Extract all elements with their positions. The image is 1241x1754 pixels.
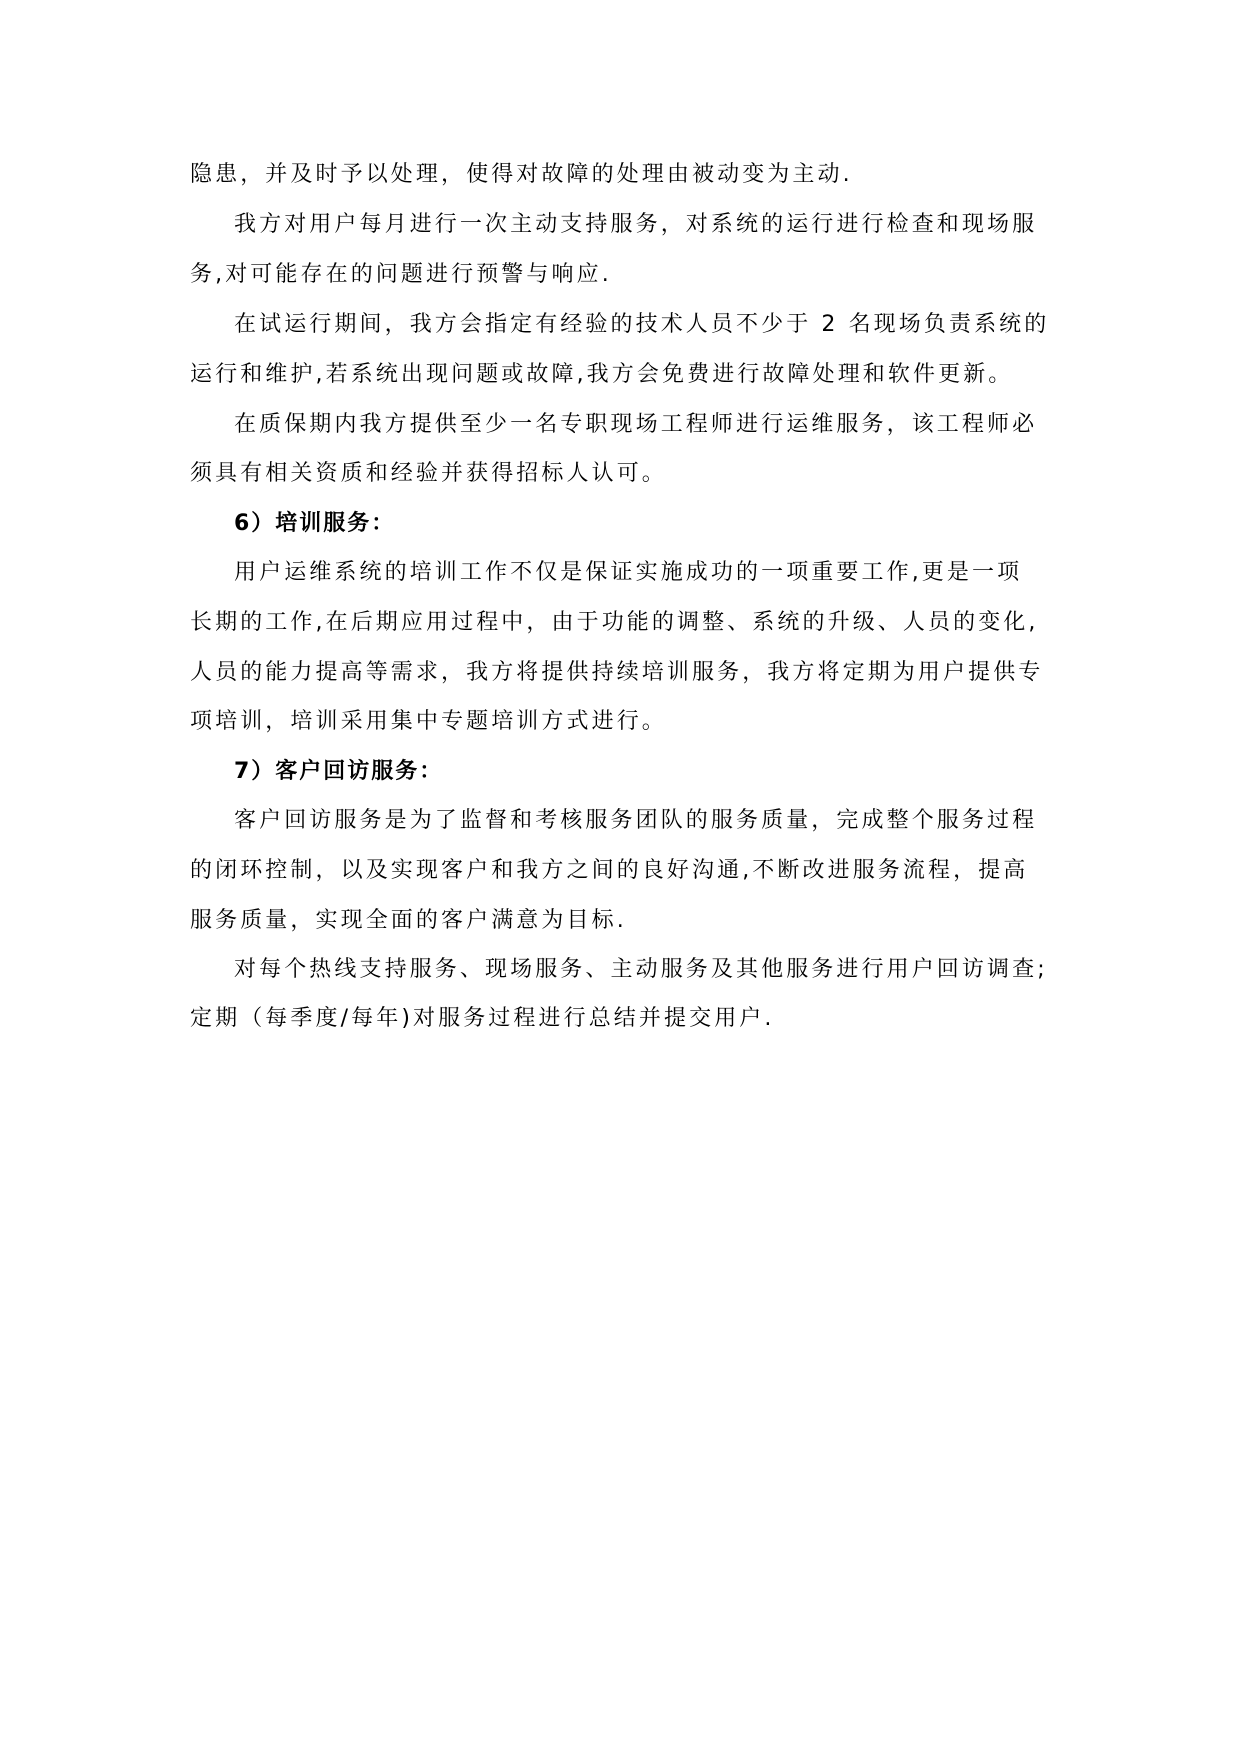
paragraph-line: 隐患，并及时予以处理，使得对故障的处理由被动变为主动. — [190, 162, 853, 187]
paragraph-line: 的闭环控制，以及实现客户和我方之间的良好沟通,不断改进服务流程，提高 — [190, 858, 1029, 883]
paragraph-line: 人员的能力提高等需求，我方将提供持续培训服务，我方将定期为用户提供专 — [190, 660, 1044, 685]
paragraph-line: 客户回访服务是为了监督和考核服务团队的服务质量，完成整个服务过程 — [234, 808, 1038, 833]
paragraph-line: 我方对用户每月进行一次主动支持服务，对系统的运行进行检查和现场服 — [234, 212, 1038, 237]
paragraph-line: 长期的工作,在后期应用过程中，由于功能的调整、系统的升级、人员的变化, — [190, 610, 1039, 635]
paragraph-line: 在质保期内我方提供至少一名专职现场工程师进行运维服务，该工程师必 — [234, 412, 1038, 437]
paragraph-line: 服务质量，实现全面的客户满意为目标. — [190, 908, 627, 933]
paragraph-line: 对每个热线支持服务、现场服务、主动服务及其他服务进行用户回访调查; — [234, 957, 1048, 982]
paragraph-line: 在试运行期间，我方会指定有经验的技术人员不少于 2 名现场负责系统的 — [234, 312, 1050, 337]
section-heading-customer-visit: 7）客户回访服务： — [234, 759, 444, 784]
paragraph-line: 务,对可能存在的问题进行预警与响应. — [190, 262, 612, 287]
paragraph-line: 定期（每季度/每年)对服务过程进行总结并提交用户. — [190, 1006, 775, 1031]
paragraph-line: 项培训，培训采用集中专题培训方式进行。 — [190, 709, 667, 734]
paragraph-line: 运行和维护,若系统出现问题或故障,我方会免费进行故障处理和软件更新。 — [190, 362, 1014, 387]
paragraph-line: 用户运维系统的培训工作不仅是保证实施成功的一项重要工作,更是一项 — [234, 560, 1023, 585]
section-heading-training: 6）培训服务： — [234, 511, 396, 536]
paragraph-line: 须具有相关资质和经验并获得招标人认可。 — [190, 461, 667, 486]
